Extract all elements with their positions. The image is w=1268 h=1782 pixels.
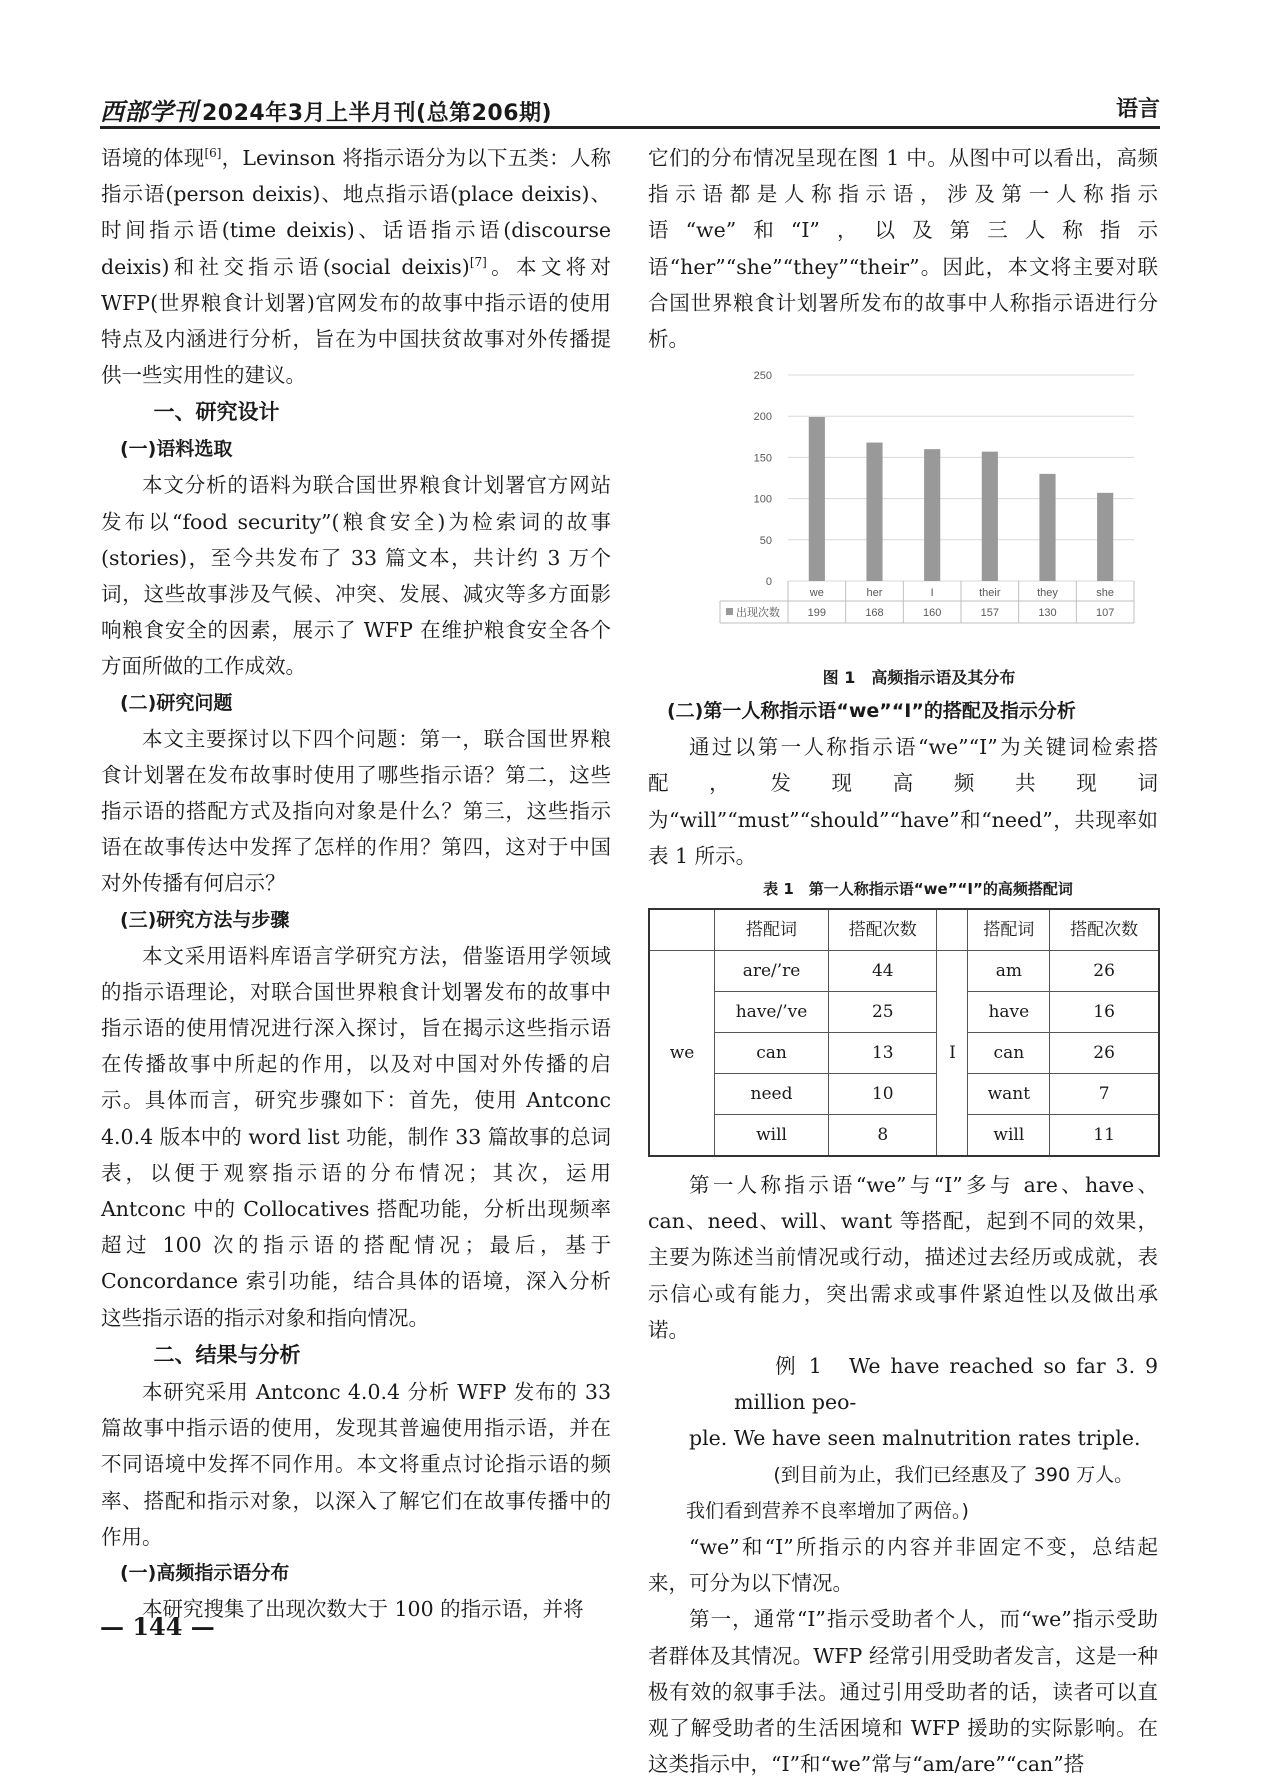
- y-tick-label: 200: [753, 411, 772, 424]
- x-tick-label: I: [930, 587, 934, 600]
- table-header: 搭配词: [715, 909, 829, 951]
- data-value-label: 130: [1038, 607, 1057, 620]
- subsection-heading: (一)高频指示语分布: [120, 1561, 290, 1584]
- x-tick-label: their: [979, 587, 1001, 600]
- section-name: 语言: [1115, 97, 1160, 122]
- paragraph: 本文分析的语料为联合国世界粮食计划署官方网站发布以“food security”(粮食安全)为检索词的故事(stories)，至今共发布了 33 篇文本，共计约 3 万个词，这些故事涉及气候、冲突、发展、减灾等多方面影响粮食安全的因素，展示了 WFP 在维护粮食安全各个方面所做的工作成效。: [101, 473, 611, 679]
- data-value-label: 107: [1095, 607, 1115, 620]
- table-row: [649, 992, 1159, 1033]
- example-label: 例 1: [775, 1354, 822, 1379]
- table-cell: 11: [1050, 1115, 1159, 1157]
- y-tick-label: 100: [753, 493, 772, 506]
- header-rule: [100, 126, 1160, 129]
- issue-info: 2024年3月上半月刊(总第206期): [202, 101, 553, 126]
- page-header: [100, 88, 1160, 128]
- table-row: [649, 951, 1159, 992]
- table-header: 搭配词: [968, 909, 1050, 951]
- right-column: [648, 140, 1158, 1782]
- table-cell: 10: [829, 1074, 937, 1115]
- paragraph: 通过以第一人称指示语“we”“I”为关键词检索搭配，发现高频共现词为“will”“must”“should”“have”和“need”，共现率如表 1 所示。: [648, 735, 1158, 868]
- subsection-heading: (三)研究方法与步骤: [120, 908, 290, 931]
- table-cell: 25: [829, 992, 937, 1033]
- table-cell: have/’ve: [715, 992, 829, 1033]
- table-row: [649, 1074, 1159, 1115]
- table-cell: 8: [829, 1115, 937, 1157]
- paragraph: 它们的分布情况呈现在图 1 中。从图中可以看出，高频指示语都是人称指示语，涉及第一人称指示语“we”和“I”，以及第三人称指示语“her”“she”“they”“their”。因此，本文将主要对联合国世界粮食计划署所发布的故事中人称指示语进行分析。: [648, 146, 1158, 352]
- table-header: 搭配次数: [1050, 909, 1159, 951]
- x-tick-label: she: [1096, 587, 1115, 600]
- y-tick-label: 150: [753, 452, 772, 465]
- paragraph: 第一，通常“I”指示受助者个人，而“we”指示受助者群体及其情况。WFP 经常引用受助者发言，这是一种极有效的叙事手法。通过引用受助者的话，读者可以直观了解受助者的生活困境和 WFP 援助的实际影响。在这类指示中，“I”和“we”常与“am/are”“can”搭: [648, 1607, 1158, 1777]
- legend-swatch: [726, 608, 733, 615]
- section-heading: 一、研究设计: [153, 400, 280, 425]
- paragraph: 本文主要探讨以下四个问题：第一，联合国世界粮食计划署在发布故事时使用了哪些指示语？第二，这些指示语的搭配方式及指向对象是什么？第三，这些指示语在故事传达中发挥了怎样的作用？第四，这对于中国对外传播有何启示？: [101, 726, 611, 896]
- bar-we: [809, 417, 825, 581]
- example-translation: 我们看到营养不良率增加了两倍。): [686, 1499, 969, 1522]
- table-cell: need: [715, 1074, 829, 1115]
- example-line: ple. We have seen malnutrition rates triple.: [689, 1426, 1141, 1451]
- table-cell: [649, 909, 715, 951]
- table-cell: have: [968, 992, 1050, 1033]
- legend-label: 出现次数: [736, 606, 780, 620]
- data-value-label: 160: [922, 607, 942, 620]
- table-caption: 表 1 第一人称指示语“we”“I”的高频搭配词: [763, 880, 1073, 899]
- table-cell: will: [968, 1115, 1050, 1157]
- group-label-i: I: [937, 951, 968, 1157]
- citation: [7]: [469, 254, 487, 269]
- table-cell: are/’re: [715, 951, 829, 992]
- table-row: [649, 1033, 1159, 1074]
- data-value-label: 168: [865, 607, 884, 620]
- example-translation: (到目前为止，我们已经惠及了 390 万人。: [773, 1463, 1134, 1486]
- table-row: [649, 1115, 1159, 1157]
- data-value-label: 199: [807, 607, 827, 620]
- bar-I: [924, 449, 940, 581]
- page-number: — 144 —: [100, 1612, 215, 1641]
- paragraph: 第一人称指示语“we”与“I”多与 are、have、can、need、will、want 等搭配，起到不同的效果，主要为陈述当前情况或行动，描述过去经历或成就，表示信心或有能力，突出需求或事件紧迫性以及做出承诺。: [648, 1173, 1158, 1342]
- table-cell: am: [968, 951, 1050, 992]
- table-cell: 13: [829, 1033, 937, 1074]
- section-heading: 二、结果与分析: [153, 1342, 301, 1367]
- header-issue: [100, 92, 552, 127]
- collocation-table: [648, 908, 1160, 1157]
- subsection-heading: (一)语料选取: [120, 438, 233, 461]
- bar-their: [982, 452, 998, 581]
- table-cell: can: [715, 1033, 829, 1074]
- table-cell: 16: [1050, 992, 1159, 1033]
- figure-1-chart: [678, 363, 1148, 663]
- table-cell: 26: [1050, 951, 1159, 992]
- table-cell: 7: [1050, 1074, 1159, 1115]
- paragraph: 本文采用语料库语言学研究方法，借鉴语用学领域的指示语理论，对联合国世界粮食计划署发布的故事中指示语的使用情况进行深入探讨，旨在揭示这些指示语在传播故事中所起的作用，以及对中国对外传播的启示。具体而言，研究步骤如下：首先，使用 Antconc 4.0.4 版本中的 word list 功能，制作 33 篇故事的总词表，以便于观察指示语的分布情况；其次，运用 Antconc 中的 Collocatives 搭配功能，分析出现频率超过 100 次的指示语的搭配情况；最后，基于 Concordance 索引功能，结合具体的语境，深入分析这些指示语的指示对象和指向情况。: [101, 943, 611, 1330]
- citation: [6]: [204, 146, 222, 161]
- x-tick-label: they: [1037, 587, 1058, 600]
- paragraph: 语境的体现[6]，Levinson 将指示语分为以下五类：人称指示语(person deixis)、地点指示语(place deixis)、时间指示语(time deixis)、话语指示语(discourse deixis)和社交指示语(social deixis)[7]。本文将对 WFP(世界粮食计划署)官网发布的故事中指示语的使用特点及内涵进行分析，旨在为中国扶贫故事对外传播提供一些实用性的建议。: [101, 146, 612, 388]
- table-cell: can: [968, 1033, 1050, 1074]
- y-tick-label: 50: [759, 535, 772, 548]
- y-tick-label: 250: [753, 370, 772, 383]
- table-cell: will: [715, 1115, 829, 1157]
- table-cell: 44: [829, 951, 937, 992]
- y-tick-label: 0: [765, 576, 772, 589]
- x-tick-label: we: [809, 587, 824, 600]
- x-tick-label: her: [866, 587, 883, 600]
- bar-she: [1097, 493, 1113, 581]
- subsection-heading: (二)第一人称指示语“we”“I”的搭配及指示分析: [667, 700, 1076, 723]
- data-value-label: 157: [980, 607, 1000, 620]
- paragraph: 本研究采用 Antconc 4.0.4 分析 WFP 发布的 33 篇故事中指示语的使用，发现其普遍使用指示语，并在不同语境中发挥不同作用。本文将重点讨论指示语的频率、搭配和指示对象，以深入了解它们在故事传播中的作用。: [101, 1379, 611, 1549]
- figure-caption: 图 1 高频指示语及其分布: [822, 668, 1016, 688]
- left-column: [101, 140, 611, 1627]
- group-label-we: we: [649, 951, 715, 1157]
- bar-chart-svg: [678, 363, 1148, 663]
- table-header-row: [649, 909, 1159, 951]
- example-line: 例 1 We have reached so far 3. 9 million peo-: [734, 1354, 1159, 1415]
- table-cell: want: [968, 1074, 1050, 1115]
- subsection-heading: (二)研究问题: [120, 691, 233, 714]
- paragraph: 本研究搜集了出现次数大于 100 的指示语，并将: [142, 1596, 584, 1621]
- bar-her: [866, 443, 882, 581]
- bar-they: [1039, 474, 1055, 581]
- journal-name: 西部学刊: [100, 97, 198, 126]
- paragraph: “we”和“I”所指示的内容并非固定不变，总结起来，可分为以下情况。: [648, 1535, 1158, 1596]
- table-header: 搭配次数: [829, 909, 937, 951]
- table-cell: [937, 909, 968, 951]
- table-cell: 26: [1050, 1033, 1159, 1074]
